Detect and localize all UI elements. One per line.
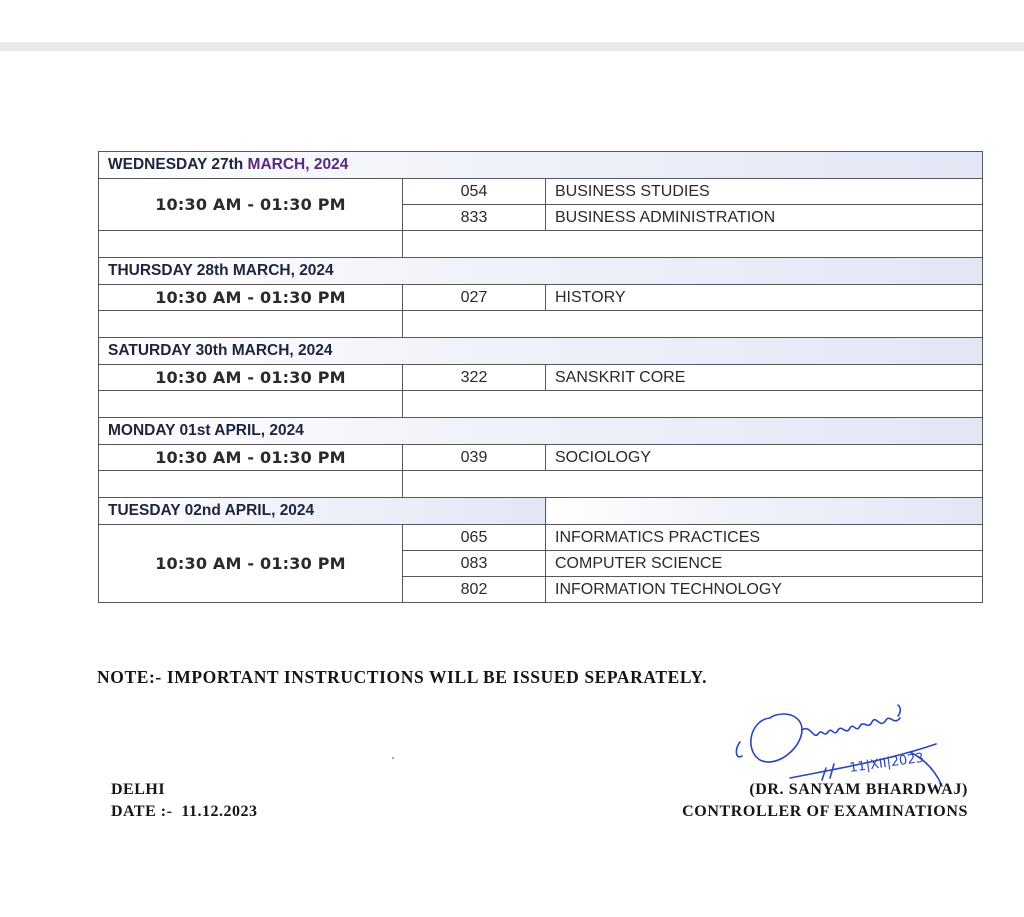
paper-code: 083 xyxy=(403,551,546,577)
date-label: TUESDAY 02nd APRIL, 2024 xyxy=(99,498,546,525)
paper-row xyxy=(99,445,983,471)
paper-code: 065 xyxy=(403,525,546,551)
top-band xyxy=(0,42,1024,51)
paper-subject: SOCIOLOGY xyxy=(546,445,983,471)
date-row xyxy=(99,152,983,179)
paper-code: 054 xyxy=(403,179,546,205)
signatory-block xyxy=(682,779,968,823)
paper-row xyxy=(99,179,983,205)
exam-schedule-table xyxy=(98,151,983,603)
date-label: MONDAY 01st APRIL, 2024 xyxy=(99,418,983,445)
place-date-block xyxy=(111,779,258,823)
paper-code: 802 xyxy=(403,577,546,603)
spacer-row xyxy=(99,391,983,418)
date-row xyxy=(99,338,983,365)
spacer-row xyxy=(99,311,983,338)
date-label: SATURDAY 30th MARCH, 2024 xyxy=(99,338,983,365)
paper-subject: BUSINESS ADMINISTRATION xyxy=(546,205,983,231)
paper-subject: HISTORY xyxy=(546,285,983,311)
signatory-name: (DR. SANYAM BHARDWAJ) xyxy=(749,781,968,798)
paper-subject: INFORMATICS PRACTICES xyxy=(546,525,983,551)
place: DELHI xyxy=(111,781,166,798)
paper-subject: SANSKRIT CORE xyxy=(546,365,983,391)
paper-code: 027 xyxy=(403,285,546,311)
signature-icon xyxy=(730,700,945,790)
paper-subject: COMPUTER SCIENCE xyxy=(546,551,983,577)
signatory-title: CONTROLLER OF EXAMINATIONS xyxy=(682,803,968,820)
paper-code: 833 xyxy=(403,205,546,231)
paper-code: 322 xyxy=(403,365,546,391)
paper-row xyxy=(99,525,983,551)
date-label: THURSDAY 28th MARCH, 2024 xyxy=(99,258,983,285)
date-label: WEDNESDAY 27th xyxy=(108,156,248,173)
signature-date: 11|XII|2023 xyxy=(848,750,925,776)
paper-row xyxy=(99,365,983,391)
important-note: NOTE:- IMPORTANT INSTRUCTIONS WILL BE ISSUED SEPARATELY. xyxy=(97,667,708,687)
date-row xyxy=(99,418,983,445)
date-month: MARCH, 2024 xyxy=(247,156,349,173)
spacer-row xyxy=(99,231,983,258)
time-slot: 10:30 AM - 01:30 PM xyxy=(99,445,403,471)
paper-row xyxy=(99,285,983,311)
paper-subject: BUSINESS STUDIES xyxy=(546,179,983,205)
time-slot: 10:30 AM - 01:30 PM xyxy=(99,365,403,391)
time-slot: 10:30 AM - 01:30 PM xyxy=(99,525,403,603)
scan-speck xyxy=(392,757,394,759)
paper-subject: INFORMATION TECHNOLOGY xyxy=(546,577,983,603)
date-row xyxy=(99,258,983,285)
spacer-row xyxy=(99,471,983,498)
time-slot: 10:30 AM - 01:30 PM xyxy=(99,179,403,231)
time-slot: 10:30 AM - 01:30 PM xyxy=(99,285,403,311)
paper-code: 039 xyxy=(403,445,546,471)
date-row xyxy=(99,498,983,525)
issue-date: DATE :- 11.12.2023 xyxy=(111,803,258,820)
